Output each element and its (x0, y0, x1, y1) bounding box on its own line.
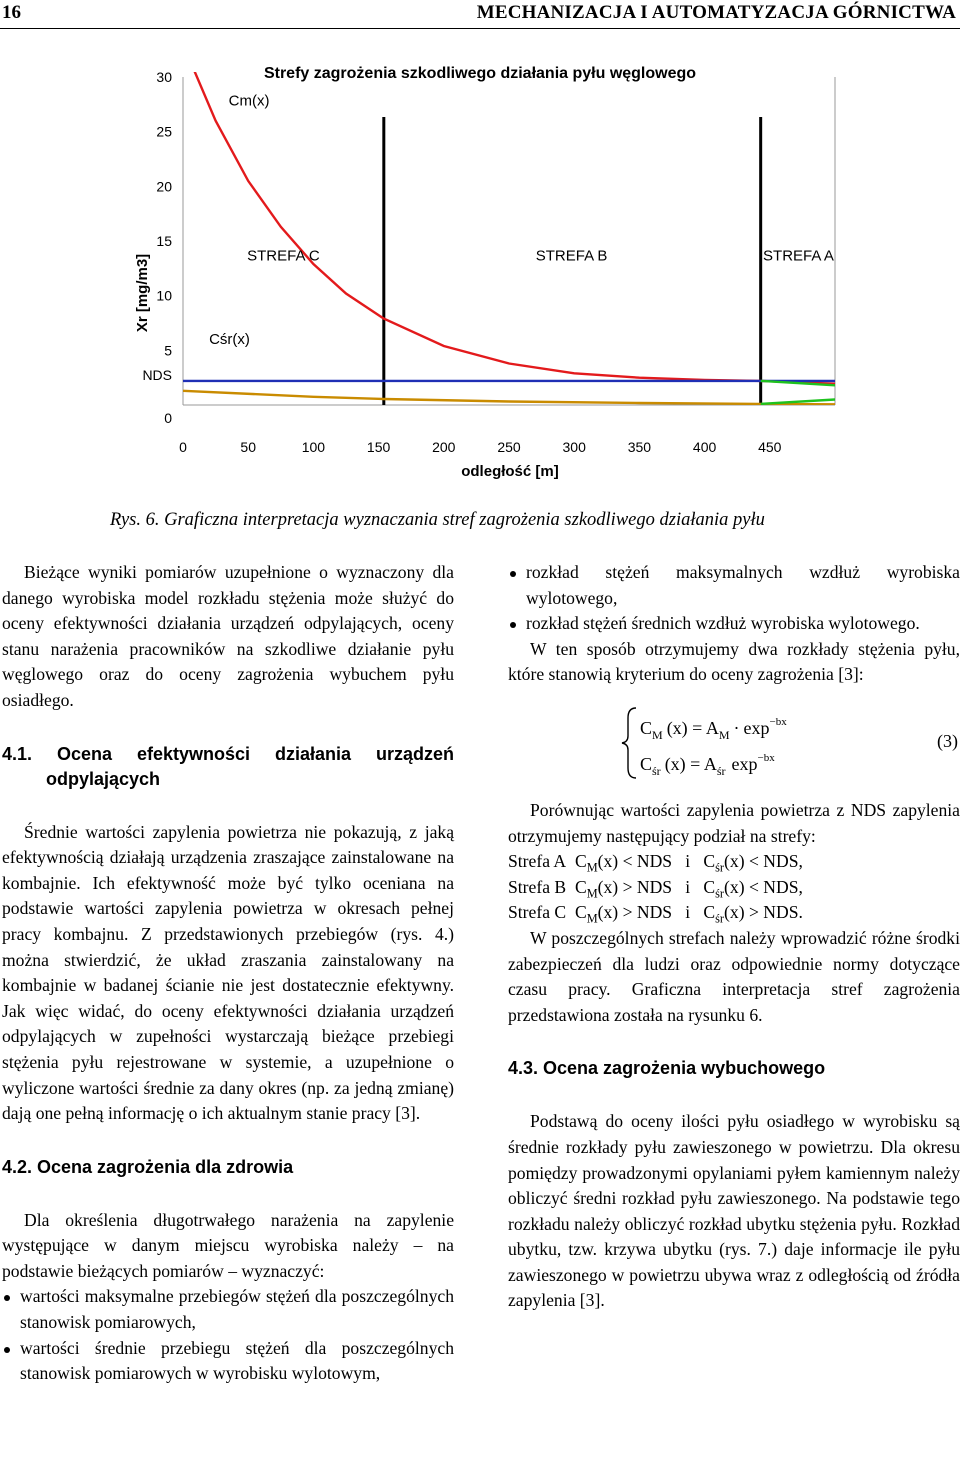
paragraph: Porównując wartości zapylenia powietrza z NDS zapylenia otrzymujemy następujący podział na strefy: (508, 799, 960, 846)
formula-sub: śr (716, 763, 726, 778)
chart-annotation: STREFA A (763, 247, 834, 265)
bullet-list (2, 1284, 454, 1386)
chart-title: Strefy zagrożenia szkodliwego działania pyłu węglowego (263, 65, 697, 82)
formula-sub: M (652, 727, 663, 742)
x-tick-label: 150 (366, 439, 391, 455)
y-tick-label: 5 (164, 342, 172, 359)
paragraph: W poszczególnych strefach należy wprowadzić różne środki zabezpieczeń dla ludzi oraz odpowiednie normy dotyczące czasu pracy. Graficzna interpretacja stref zagrożenia przedstawiona została na rysunku 6. (508, 927, 960, 1025)
formula-dot: · (733, 717, 740, 738)
list-item: wartości średnie przebiegu stężeń dla poszczególnych stanowisk pomiarowych w wyrobisku wylotowym, (2, 1336, 454, 1387)
x-tick-label: 0 (179, 439, 187, 455)
section-heading-4-1 (2, 742, 454, 792)
x-tick-label: 400 (692, 439, 717, 455)
bullet-list (508, 560, 960, 637)
x-tick-label: 350 (627, 439, 652, 455)
zone-a-line: Strefa A $C_M(x)$ < NDS i $C_{śr}(x)$ < NDS, (508, 851, 803, 875)
zone-name: Strefa C (508, 902, 567, 923)
paragraph: Bieżące wyniki pomiarów uzupełnione o wyznaczony dla danego wyrobiska model rozkładu stężenia może służyć do oceny efektywności działania urządzeń odpylających, oceny stanu narażenia pracowników na szkodliwe działanie pyłu węglowego oraz do oceny zagrożenia wybuchem pyłu osiadłego. (2, 562, 454, 710)
paragraph: W ten sposób otrzymujemy dwa rozkłady stężenia pyłu, które stanowią kryterium do oceny zagrożenia [3]: (508, 638, 960, 685)
section-heading-4-3: 4.3. Ocena zagrożenia wybuchowego (508, 1058, 826, 1079)
list-item: rozkład stężeń maksymalnych wzdłuż wyrobiska wylotowego, (508, 560, 960, 611)
formula-exp: exp (743, 717, 770, 738)
paragraph: Dla określenia długotrwałego narażenia na zapylenie występujące w danym miejscu wyrobiska należy – na podstawie bieżących pomiarów – wyznaczyć: (2, 1209, 454, 1281)
section-number: 4.1. (2, 743, 33, 764)
svg-text:Cśr(x) = Aśrexp−bx (640, 752, 775, 778)
formula-exp: exp (731, 753, 758, 774)
chart-annotation: Cśr(x) (209, 330, 250, 348)
zones-chart (0, 40, 960, 495)
zone-c-line: Strefa C $C_M(x)$ > NDS i $C_{śr}(x)$ > NDS. (508, 902, 803, 926)
x-tick-label: 200 (432, 439, 456, 455)
formula-c: C (640, 753, 653, 774)
paragraph: Podstawą do oceny ilości pyłu osiadłego w wyrobisku są średnie rozkłady pyłu zawieszonego w powietrzu. Dla okresu pomiędzy prowadzonymi opylaniami pyłem kamiennym należy obliczyć średni rozkład pyłu zawieszonego. Na podstawie tego rozkładu należy obliczyć rozkład ubytku stężenia pyłu. Rozkład ubytku, tzw. krzywa ubytku (rys. 7.) daje informacje ile pyłu zawieszonego w powietrzu ubywa wraz z odległością od źródła zapylenia [3]. (508, 1111, 960, 1311)
y-tick-label: 20 (156, 178, 172, 195)
zone-b-line: Strefa B $C_M(x)$ > NDS i $C_{śr}(x)$ < NDS, (508, 876, 803, 901)
equation-number: (3) (937, 730, 958, 751)
x-tick-labels (179, 439, 782, 455)
formula-sub: śr (652, 763, 661, 778)
chart-annotation: STREFA C (247, 247, 320, 265)
x-tick-label: 450 (758, 439, 782, 455)
x-tick-label: 50 (240, 439, 256, 455)
formula-rel: (x) = A (664, 753, 717, 774)
right-column (508, 560, 960, 1314)
zone-name: Strefa A (508, 851, 567, 872)
journal-title: MECHANIZACJA I AUTOMATYZACJA GÓRNICTWA (476, 2, 956, 23)
figure-caption: Rys. 6. Graficzna interpretacja wyznaczania stref zagrożenia szkodliwego działania pyłu (110, 510, 765, 530)
paragraph: Średnie wartości zapylenia powietrza nie pokazują, z jaką efektywnością działają urządzenia zraszające zainstalowane na kombajnie. Ich efektywność może być tylko oceniana na podstawie wartości zapylenia powietrza w okresach pełnej pracy kombajnu. Z przedstawionych przebiegów (rys. 4.) można stwierdzić, że układ zraszania zainstalowany na kombajnie w badanej ścianie nie jest dostatecznie efektywny. Jak więc widać, do oceny efektywności działania urządzeń odpylających w zupełności wystarczają bieżące przebiegi stężenia pyłu rejestrowane w systemie, a uzupełnione o wyliczone wartości średnie za dany okres (np. za jedną zmianę) dają one pełną informację o ich aktualnym stanie pracy [3]. (2, 821, 454, 1124)
series-line (183, 44, 835, 384)
y-tick-label: NDS (142, 366, 172, 383)
series-line (183, 391, 835, 405)
list-item: wartości maksymalne przebiegów stężeń dla poszczególnych stanowisk pomiarowych, (2, 1284, 454, 1335)
formula-rel: (x) = A (666, 717, 719, 738)
formula-sub: M (718, 727, 730, 742)
zone-name: Strefa B (508, 876, 567, 897)
equation-3 (508, 702, 960, 784)
y-tick-label: 0 (164, 410, 172, 426)
page-header (0, 0, 960, 29)
chart-annotations (209, 92, 834, 347)
page-number: 16 (2, 2, 21, 23)
formula-sup: −bx (769, 715, 787, 728)
x-axis-label: odległość [m] (461, 463, 559, 480)
y-tick-label: 10 (156, 287, 172, 304)
chart-annotation: STREFA B (535, 247, 608, 265)
x-tick-label: 250 (497, 439, 521, 455)
y-tick-label: 25 (156, 123, 172, 140)
formula-sup: −bx (757, 751, 775, 764)
section-title: Ocena efektywności działania urządzeń odpylających (46, 743, 454, 789)
y-tick-label: 30 (156, 69, 172, 85)
section-heading-4-2: 4.2. Ocena zagrożenia dla zdrowia (2, 1156, 294, 1177)
formula-c: C (640, 717, 653, 738)
y-tick-label: 15 (156, 233, 172, 249)
x-tick-label: 300 (562, 439, 586, 455)
list-item: rozkład stężeń średnich wzdłuż wyrobiska wylotowego. (508, 611, 960, 637)
x-tick-label: 100 (301, 439, 326, 455)
zone-list (508, 849, 960, 926)
y-axis-label: Xr [mg/m3] (134, 253, 151, 333)
chart-annotation: Cm(x) (228, 92, 270, 110)
plot-area (183, 44, 835, 405)
svg-text:CM(x) = AM·exp−bx (640, 716, 787, 742)
left-column (2, 560, 454, 1387)
y-tick-labels (142, 69, 172, 426)
